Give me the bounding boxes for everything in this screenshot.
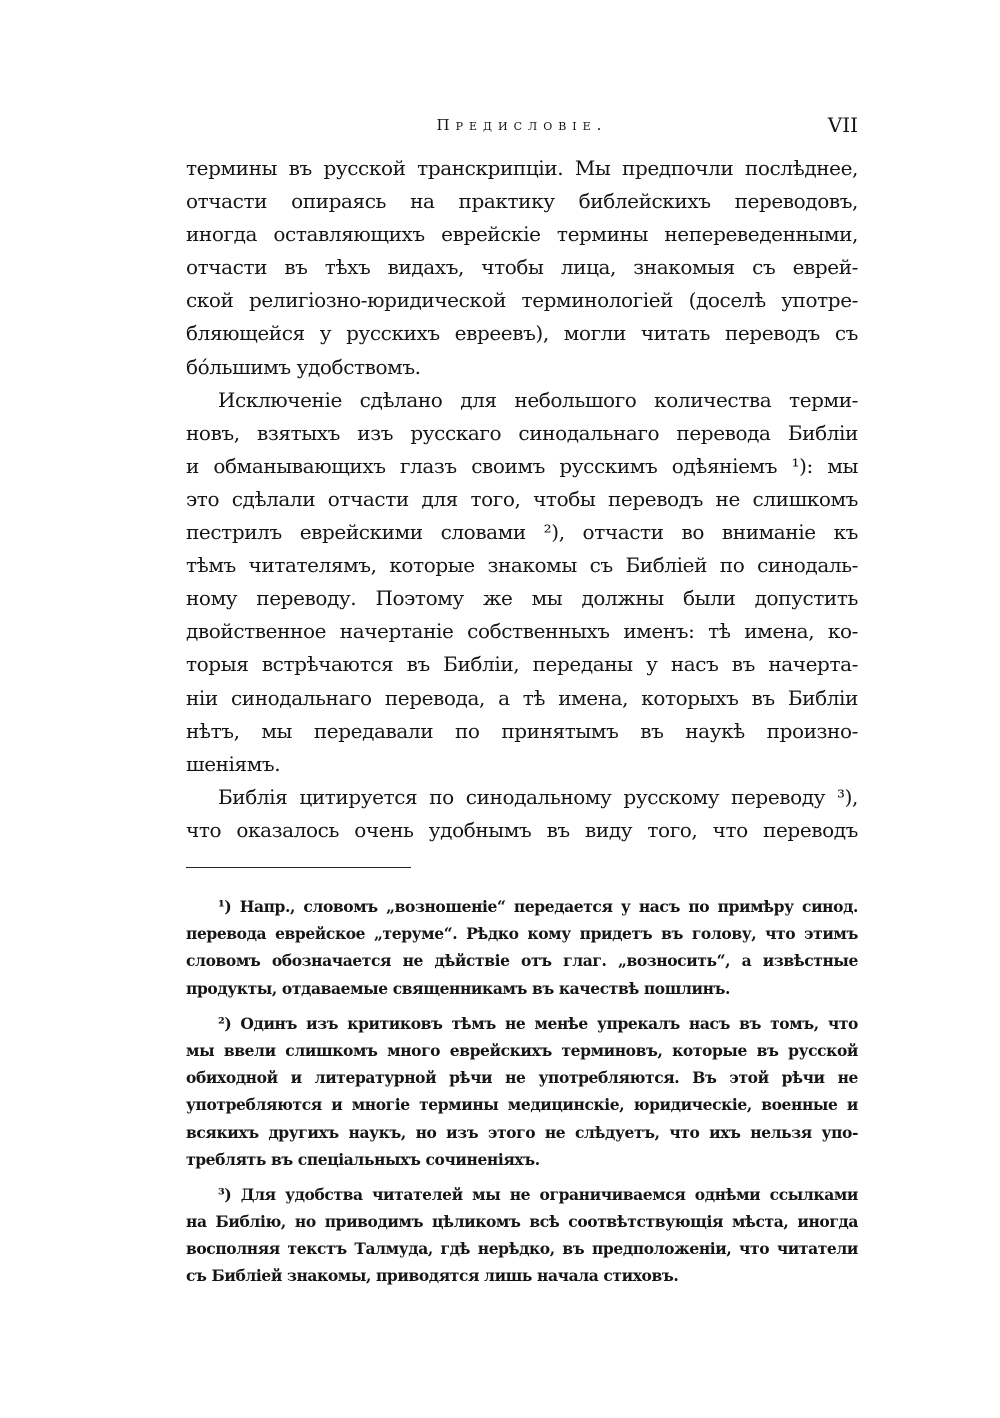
text-line: ніи синодальнаго перевода, а тѣ имена, которыхъ въ Библіи [186, 685, 858, 710]
footnote-line: съ Библіей знакомы, приводятся лишь начала стиховъ. [186, 1266, 679, 1286]
footnote-line: всякихъ другихъ наукъ, но изъ этого не слѣдуетъ, что ихъ нельзя упо- [186, 1122, 858, 1142]
body-text [186, 152, 858, 847]
footnote-3 [186, 1181, 858, 1290]
text-line: нѣтъ, мы передавали по принятымъ въ наукѣ произно- [186, 718, 858, 743]
footnote-separator [186, 867, 411, 868]
footnote-line: ¹) Напр., словомъ „возношеніе“ передается у насъ по примѣру синод. [218, 897, 858, 916]
footnote-line: обиходной и литературной рѣчи не употребляются. Въ этой рѣчи не [186, 1068, 858, 1088]
text-line: тѣмъ читателямъ, которые знакомы съ Библіей по синодаль- [186, 553, 858, 578]
footnote-line: ³) Для удобства читателей мы не ограничиваемся однѣми ссылками [218, 1184, 858, 1204]
footnote-line: перевода еврейское „теруме“. Рѣдко кому придетъ въ голову, что этимъ [186, 924, 858, 944]
text-line: пестрилъ еврейскими словами ²), отчасти во вниманіе къ [186, 520, 858, 545]
footnote-line: на Библію, но приводимъ цѣликомъ всѣ соотвѣтствующія мѣста, иногда [186, 1212, 858, 1232]
paragraph-2 [186, 384, 858, 781]
footnote-1 [186, 893, 858, 1002]
footnote-line: восполняя текстъ Талмуда, гдѣ нерѣдко, въ предположеніи, что читатели [186, 1239, 858, 1259]
text-line: новъ, взятыхъ изъ русскаго синодальнаго перевода Библіи [186, 420, 858, 445]
text-line: Исключеніе сдѣлано для небольшого количества терми- [218, 387, 858, 412]
text-line: ской религіозно-юридической терминологіей (доселѣ употре- [186, 288, 858, 313]
text-line: и обманывающихъ глазъ своимъ русскимъ одѣяніемъ ¹): мы [186, 453, 858, 478]
text-line: иногда оставляющихъ еврейскіе термины непереведенными, [186, 222, 858, 247]
page-number: VII [827, 113, 858, 137]
text-line: отчасти опираясь на практику библейскихъ переводовъ, [186, 189, 858, 214]
footnote-line: ²) Одинъ изъ критиковъ тѣмъ не менѣе упрекалъ насъ въ томъ, что [218, 1013, 858, 1033]
paragraph-1 [186, 152, 858, 384]
text-line: бо́льшимъ удобствомъ. [186, 354, 421, 379]
text-line: отчасти въ тѣхъ видахъ, чтобы лица, знакомыя съ еврей- [186, 255, 858, 280]
text-line: что оказалось очень удобнымъ въ виду того, что переводъ [186, 817, 858, 842]
text-line: термины въ русской транскрипціи. Мы предпочли послѣднее, [186, 156, 858, 180]
text-line: торыя встрѣчаются въ Библіи, переданы у насъ въ начерта- [186, 652, 858, 677]
running-title: Предисловіе. [436, 116, 608, 134]
text-line: ному переводу. Поэтому же мы должны были допустить [186, 586, 858, 611]
footnote-line: словомъ обозначается не дѣйствіе отъ глаг. „возносить“, а извѣстные [186, 951, 858, 971]
text-line: Библія цитируется по синодальному русскому переводу ³), [218, 784, 858, 809]
text-line: двойственное начертаніе собственныхъ именъ: тѣ имена, ко- [186, 619, 858, 644]
paragraph-3 [186, 781, 858, 847]
text-line: это сдѣлали отчасти для того, чтобы переводъ не слишкомъ [186, 486, 858, 511]
footnote-line: продукты, отдаваемые священникамъ въ качествѣ пошлинъ. [186, 978, 731, 998]
footnote-2 [186, 1010, 858, 1173]
running-head [186, 113, 858, 146]
text-line: шеніямъ. [186, 751, 281, 776]
footnotes [186, 893, 858, 1290]
footnote-line: треблять въ спеціальныхъ сочиненіяхъ. [186, 1149, 540, 1169]
text-line: бляющейся у русскихъ евреевъ), могли читать переводъ съ [186, 321, 858, 346]
footnote-line: употребляются и многіе термины медицинскіе, юридическіе, военные и [186, 1095, 858, 1115]
footnote-line: мы ввели слишкомъ много еврейскихъ терминовъ, которые въ русской [186, 1040, 858, 1060]
